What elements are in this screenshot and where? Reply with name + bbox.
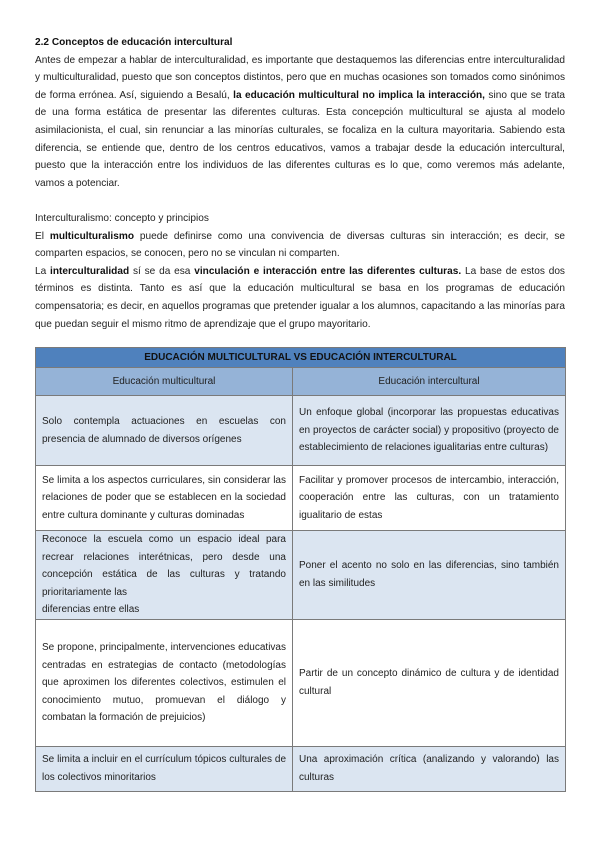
column-header: Educación multicultural — [36, 368, 293, 396]
table-cell: Se propone, principalmente, intervenciones educativas centradas en estrategias de contacto (metodologías que aproximen los diferentes colectivos, estimulen el conocimiento mutuo, promuevan el diálogo y combatan la formación de prejuicios) — [36, 619, 293, 746]
section-title: 2.2 Conceptos de educación intercultural — [35, 37, 233, 48]
table-cell: Un enfoque global (incorporar las propuestas educativas en proyectos de carácter social) y propositivo (proyecto de establecimiento de relaciones igualitarias entre culturas) — [293, 396, 566, 466]
text-run: La — [35, 265, 51, 277]
table-row — [36, 396, 566, 466]
paragraph-intro — [35, 52, 565, 193]
table-cell: Se limita a incluir en el currículum tópicos culturales de los colectivos minoritarios — [36, 746, 293, 791]
text-run: sino que se trata de una forma estática de presentar las diferentes culturas. Esta concepción multicultural se ajusta al modelo asimilacionista, el cual, sin renunciar a las minorías culturales, se focaliza en la cultura mayoritaria. Sabiendo esta diferencia, se entiende que, dentro de los centros educativos, vamos a trabajar desde la educación intercultural, puesto que la interacción entre los individuos de las diferentes culturas es lo que, como veremos más adelante, vamos a potenciar. — [35, 89, 566, 189]
bold-run: la educación multicultural no implica la interacción, — [233, 89, 485, 101]
table-row — [36, 466, 566, 531]
table-cell: Poner el acento no solo en las diferencias, sino también en las similitudes — [293, 531, 566, 620]
table-cell — [36, 531, 293, 620]
table-cell: Solo contempla actuaciones en escuelas con presencia de alumnado de diversos orígenes — [36, 396, 293, 466]
table-cell: Una aproximación crítica (analizando y valorando) las culturas — [293, 746, 566, 791]
table-cell: Se limita a los aspectos curriculares, sin considerar las relaciones de poder que se establecen en la sociedad entre cultura dominante y culturas dominadas — [36, 466, 293, 531]
cell-text: diferencias entre ellas — [42, 604, 140, 616]
text-run: puede definirse como una convivencia de diversas culturas sin interacción; es decir, se comparten espacios, se conocen, pero no se vinculan ni comparten. — [35, 230, 565, 260]
document-page — [35, 34, 565, 333]
table-title: EDUCACIÓN MULTICULTURAL VS EDUCACIÓN INTERCULTURAL — [36, 348, 566, 368]
text-run: La base de estos dos términos es distinta. Tanto es así que la educación multicultural se basa en los programas de educación compensatoria; es decir, en aquellos programas que pretender igualar a los alumnos, capacitando a las minorías para que puedan seguir el mismo ritmo de aprendizaje que el grupo mayoritario. — [35, 265, 565, 330]
bold-run: vinculación e interacción entre las diferentes culturas. — [194, 265, 462, 277]
table-cell: Partir de un concepto dinámico de cultura y de identidad cultural — [293, 619, 566, 746]
text-run: sí se da esa — [129, 265, 195, 277]
text-run: Antes de empezar a hablar de interculturalidad, es importante que destaquemos las diferencias entre interculturalidad y multiculturalidad, puesto que son conceptos distintos, pero que en muchas ocasiones son tomados como sinónimos de forma errónea. Así, siguiendo a Besalú, — [35, 54, 565, 101]
comparison-table — [35, 347, 566, 792]
column-header: Educación intercultural — [293, 368, 566, 396]
cell-text: Reconoce la escuela como un espacio ideal para recrear relaciones interétnicas, pero desde una concepción estática de las culturas y tratando prioritariamente las — [42, 534, 286, 598]
paragraph-interculturalidad — [35, 263, 565, 333]
table-cell: Facilitar y promover procesos de intercambio, interacción, cooperación entre las culturas, con un tratamiento igualitario de estas — [293, 466, 566, 531]
table-row — [36, 746, 566, 791]
bold-run: interculturalidad — [50, 265, 130, 277]
subheading: Interculturalismo: concepto y principios — [35, 212, 209, 224]
table-row — [36, 619, 566, 746]
bold-run: multiculturalismo — [49, 230, 134, 242]
paragraph-multiculturalismo — [35, 228, 565, 263]
table-row — [36, 531, 566, 620]
text-run: El — [35, 230, 50, 242]
